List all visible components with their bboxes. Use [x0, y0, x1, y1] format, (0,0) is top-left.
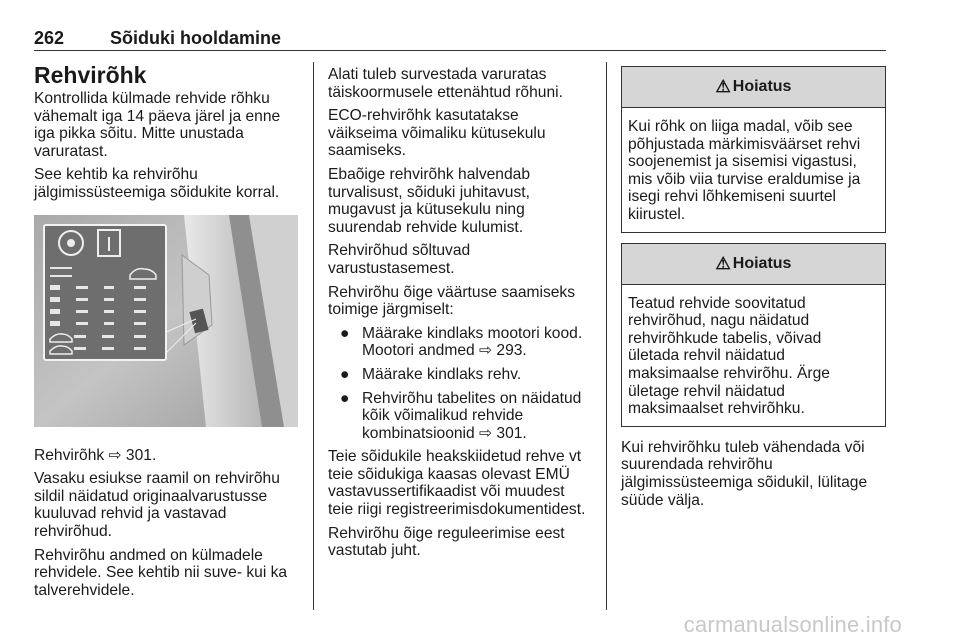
bullet-icon: ● — [340, 365, 350, 383]
warning-title: Hoiatus — [732, 78, 792, 96]
warning-text: Kui rõhk on liiga madal, võib see põhjustada märkimisväärset rehvi soojenemist ja sisemisi vigastusi, mis võib viia turvise eraldumise ja isegi rehvi lõhkemiseni suurtel kiirustel. — [628, 118, 861, 223]
door-frame-illustration — [34, 215, 298, 427]
list-item — [328, 325, 590, 360]
list-item — [328, 366, 590, 384]
warning-box — [621, 243, 886, 427]
warning-header — [622, 67, 885, 108]
page-number: 262 — [34, 28, 65, 48]
list-item-text: Rehvirõhu tabelites on näidatud kõik võimalikud rehvide kombinatsioonid ⇨ 301. — [362, 389, 582, 442]
warning-header — [622, 244, 885, 285]
paragraph: Teie sõidukile heakskiidetud rehve vt teie sõidukiga kaasas olevast EMÜ vastavussertifikaadist või muudest teie riigi registreerimisdokumentidest. — [328, 448, 586, 519]
bullet-icon: ● — [340, 389, 350, 407]
bullet-icon: ● — [340, 324, 350, 342]
list-item-text: Määrake kindlaks mootori kood. Mootori andmed ⇨ 293. — [362, 324, 583, 360]
column-divider-2 — [606, 62, 607, 610]
paragraph: ECO-rehvirõhk kasutatakse väikseima võimaliku kütusekulu saamiseks. — [328, 107, 546, 160]
warning-triangle-icon: ⚠ — [715, 77, 731, 97]
column-1 — [34, 62, 302, 605]
list-item-text: Määrake kindlaks rehv. — [362, 365, 522, 383]
list-item — [328, 390, 590, 443]
paragraph: Rehvirõhu õige väärtuse saamiseks toimige järgmiselt: — [328, 283, 576, 319]
paragraph: Rehvirõhud sõltuvad varustustasemest. — [328, 242, 471, 277]
warning-text: Teatud rehvide soovitatud rehvirõhud, nagu näidatud rehvirõhkude tabelis, võivad ületada rehvil näidatud maksimaalse rehvirõhu. Ärge ületage rehvil näidatud maksimaalset rehvirõhku. — [628, 294, 830, 418]
header-divider — [34, 50, 886, 51]
paragraph: See kehtib ka rehvirõhu jälgimissüsteemiga sõidukite korral. — [34, 166, 280, 201]
figure-caption: Rehvirõhk ⇨ 301. — [34, 446, 157, 464]
paragraph: Ebaõige rehvirõhk halvendab turvalisust, sõiduki juhitavust, mugavust ja kütusekulu ning suurendab rehvide kulumist. — [328, 165, 530, 236]
instruction-list — [328, 325, 590, 443]
paragraph: Alati tuleb survestada varuratas täiskoormusele ettenähtud rõhuni. — [328, 66, 563, 101]
paragraph: Vasaku esiukse raamil on rehvirõhu sildil näidatud originaalvarustusse kuuluvad rehvid ja vastavad rehvirõhud. — [34, 470, 280, 540]
paragraph: Kui rehvirõhku tuleb vähendada või suurendada rehvirõhu jälgimissüsteemiga sõidukil, lülitage süüde välja. — [621, 438, 868, 509]
paragraph: Rehvirõhu andmed on külmadele rehvidele. See kehtib nii suve- kui ka talverehvidele. — [34, 546, 288, 599]
column-2 — [328, 66, 590, 566]
column-3 — [621, 66, 886, 515]
chapter-title: Sõiduki hooldamine — [110, 28, 282, 48]
paragraph: Kontrollida külmade rehvide rõhku vähemalt iga 14 päeva järel ja enne iga pikka sõitu. Mitte unustada varuratast. — [34, 90, 281, 160]
warning-title: Hoiatus — [732, 254, 792, 272]
tire-pressure-label-figure — [34, 215, 298, 427]
warning-box — [621, 66, 886, 233]
section-heading: Rehvirõhk — [34, 62, 147, 88]
column-divider-1 — [313, 62, 314, 610]
warning-triangle-icon: ⚠ — [715, 253, 731, 273]
paragraph: Rehvirõhu õige reguleerimise eest vastutab juht. — [328, 524, 565, 560]
page-header — [34, 28, 886, 50]
watermark-text: carmanualsonline.info — [683, 612, 902, 637]
